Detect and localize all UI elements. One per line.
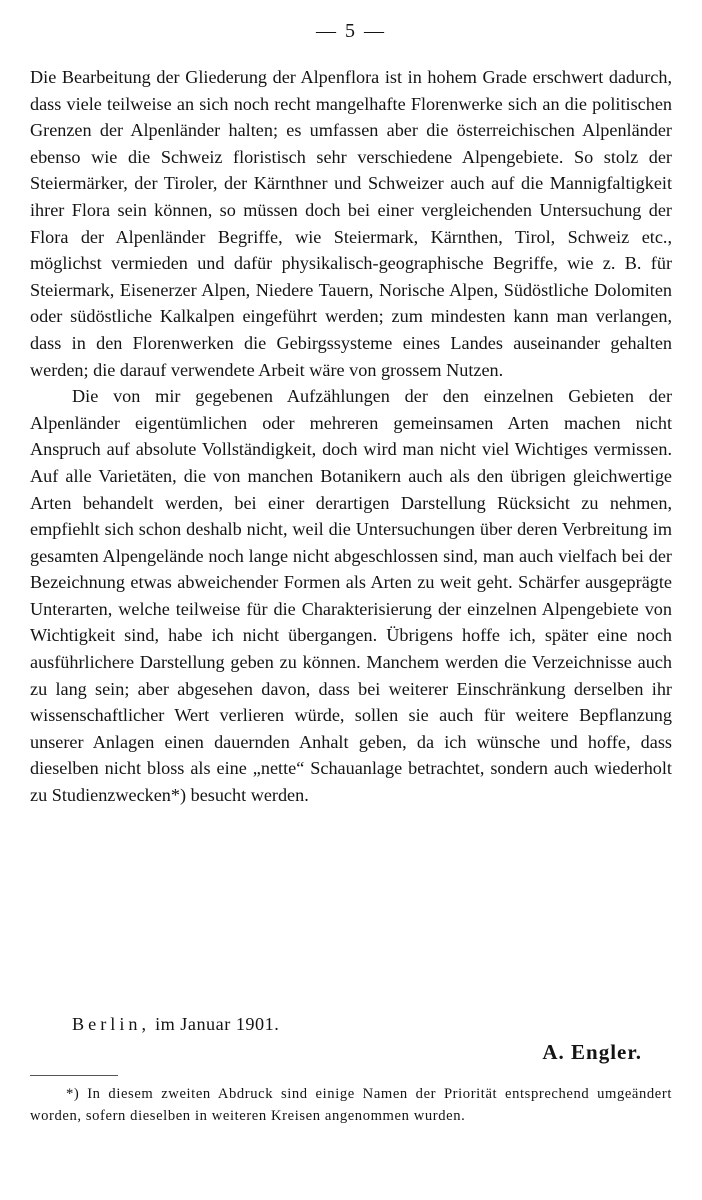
dateline-date: im Januar 1901. xyxy=(155,1014,280,1034)
paragraph-2: Die von mir gegebenen Aufzählungen der den einzelnen Gebieten der Alpenländer eigentümlichen oder mehreren gemeinsamen Arten machen nicht Anspruch auf absolute Vollständigkeit, doch wird man nicht viel Wichtiges vermissen. Auf alle Varietäten, die von manchen Botanikern auch als den übrigen gleichwertige Arten behandelt werden, bei einer derartigen Darstellung Rücksicht zu nehmen, empfiehlt sich schon deshalb nicht, weil die Untersuchungen über deren Verbreitung im gesamten Alpengelände noch lange nicht abgeschlossen sind, man auch vielfach bei der Bezeichnung etwas abweichender Formen als Arten zu weit geht. Schärfer ausgeprägte Unterarten, welche teilweise für die Charakterisierung der einzelnen Alpengebiete von Wichtigkeit sind, habe ich nicht übergangen. Übrigens hoffe ich, später eine noch ausführlichere Darstellung geben zu können. Manchem werden die Verzeichnisse auch zu lang sein; aber abgesehen davon, dass bei weiterer Einschränkung derselben ihr wissenschaftlicher Wert verlieren würde, sollen sie auch für weitere Bepflanzung unserer Anlagen einen dauernden Anhalt geben, da ich wünsche und hoffe, dass dieselben nicht bloss als eine „nette“ Schauanlage betrachtet, sondern auch wiederholt zu Studienzwecken*) besucht werden. xyxy=(30,386,672,806)
page-number: — 5 — xyxy=(316,20,386,42)
dateline-place: Berlin, xyxy=(72,1014,151,1034)
signature: A. Engler. xyxy=(542,1040,642,1064)
footnote: *) In diesem zweiten Abdruck sind einige Namen der Priorität entsprechend umgeändert worden, sofern dieselben in weiteren Kreisen angenommen wurden. xyxy=(30,1086,672,1124)
body-text xyxy=(30,64,672,809)
paragraph-1: Die Bearbeitung der Gliederung der Alpenflora ist in hohem Grade erschwert dadurch, dass viele teilweise an sich noch recht mangelhafte Florenwerke sich an die politischen Grenzen der Alpenländer halten; es umfassen aber die österreichischen Alpenländer ebenso wie die Schweiz floristisch sehr verschiedene Alpengebiete. So stolz der Steiermärker, der Tiroler, der Kärnthner und Schweizer auch auf die Mannigfaltigkeit ihrer Flora sein können, so müssen doch bei einer vergleichenden Untersuchung der Flora der Alpenländer Begriffe, wie Steiermark, Kärnthen, Tirol, Schweiz etc., möglichst vermieden und dafür physikalisch-geographische Begriffe, wie z. B. für Steiermark, Eisenerzer Alpen, Niedere Tauern, Norische Alpen, Südöstliche Dolomiten oder südöstliche Kalkalpen eingeführt werden; zum mindesten kann man verlangen, dass in den Florenwerken die Gebirgssysteme eines Landes auseinander gehalten werden; die darauf verwendete Arbeit wäre von grossem Nutzen. xyxy=(30,67,672,380)
footnote-divider xyxy=(30,1075,118,1076)
dateline xyxy=(72,1014,279,1035)
